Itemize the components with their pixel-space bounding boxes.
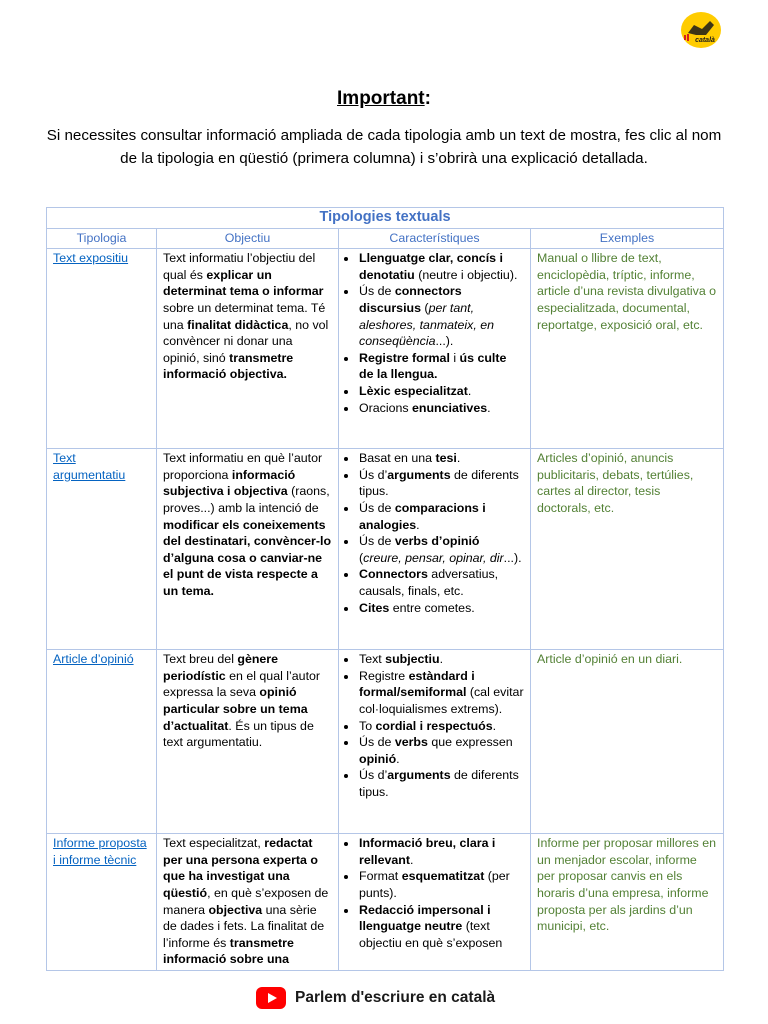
caracteristica-text: que expressen bbox=[427, 735, 513, 750]
page-title bbox=[0, 88, 768, 110]
list-item bbox=[358, 283, 524, 349]
cell-objectiu bbox=[157, 834, 339, 971]
caracteristiques-list bbox=[345, 450, 524, 616]
footer bbox=[256, 986, 495, 1010]
list-item bbox=[358, 767, 524, 800]
caracteristica-text: de diferents tipus. bbox=[359, 768, 519, 799]
list-item bbox=[358, 902, 524, 952]
caracteristica-text: Llenguatge clar, concís i denotatiu bbox=[359, 251, 503, 282]
objectiu-text: transmetre informació sobre una bbox=[163, 935, 294, 967]
objectiu-text: , no vol convèncer ni donar una opinió, sinó bbox=[163, 317, 329, 365]
objectiu-text: en el qual l’autor expressa la seva bbox=[163, 668, 321, 700]
objectiu-text: sobre un determinat tema. Té una bbox=[163, 300, 326, 332]
caracteristica-text: per tant, aleshores, tanmateix, en conseqüència bbox=[359, 300, 494, 349]
caracteristica-text: i bbox=[449, 350, 460, 365]
caracteristica-text: arguments bbox=[387, 467, 451, 482]
caracteristica-text: enunciatives bbox=[412, 400, 488, 415]
caracteristica-text: Connectors bbox=[359, 567, 428, 582]
objectiu-text: redactat per una persona experta o que ha investigat una qüestió bbox=[163, 836, 318, 900]
caracteristica-text: opinió bbox=[359, 751, 397, 766]
caracteristica-text: (per punts). bbox=[359, 869, 510, 900]
caracteristica-text: verbs bbox=[394, 735, 428, 750]
caracteristica-text: Cites bbox=[359, 600, 390, 615]
list-item bbox=[358, 668, 524, 718]
objectiu-text: informació subjectiva i objectiva bbox=[163, 467, 296, 499]
cell-caracteristiques bbox=[339, 834, 531, 971]
cell-tipologia bbox=[47, 834, 157, 971]
caracteristica-text: Ús d’ bbox=[359, 768, 388, 783]
cell-caracteristiques bbox=[339, 449, 531, 650]
list-item bbox=[358, 400, 524, 417]
caracteristica-text: Format bbox=[359, 869, 402, 884]
caracteristica-text: Lèxic especialitzat bbox=[359, 383, 468, 398]
caracteristica-text: Ús d’ bbox=[359, 467, 388, 482]
caracteristica-text: Ús de bbox=[359, 284, 395, 299]
caracteristica-text: . bbox=[409, 852, 414, 867]
cell-exemples: Article d’opinió en un diari. bbox=[531, 650, 724, 834]
col-header-objectiu: Objectiu bbox=[157, 228, 339, 249]
caracteristica-text: esquematitzat bbox=[401, 869, 485, 884]
caracteristica-text: Registre formal bbox=[359, 350, 450, 365]
caracteristica-text: (text objectiu en què s’exposen bbox=[359, 919, 503, 950]
caracteristica-text: ...). bbox=[435, 334, 454, 349]
tipologies-table bbox=[46, 207, 724, 971]
objectiu-text: Text especialitzat, bbox=[163, 836, 265, 851]
table-row bbox=[47, 249, 724, 449]
cell-exemples: Informe per proposar millores en un menjador escolar, informe per proposar canvis en els horaris d’una empresa, informe proposta per als jardins d’un municipi, etc. bbox=[531, 834, 724, 971]
caracteristica-text: Registre bbox=[359, 668, 409, 683]
objectiu-text: Text breu del bbox=[163, 652, 238, 667]
list-item bbox=[358, 383, 524, 400]
objectiu-text: objectiva bbox=[208, 902, 263, 917]
caracteristica-text: arguments bbox=[387, 768, 451, 783]
cell-objectiu bbox=[157, 650, 339, 834]
caracteristica-text: . bbox=[416, 517, 420, 532]
cell-tipologia bbox=[47, 650, 157, 834]
cell-tipologia bbox=[47, 449, 157, 650]
caracteristica-text: ( bbox=[420, 300, 429, 315]
caracteristica-text: . bbox=[492, 718, 497, 733]
list-item bbox=[358, 350, 524, 383]
list-item bbox=[358, 533, 524, 566]
caracteristica-text: Ús de bbox=[359, 735, 395, 750]
caracteristica-text: subjectiu bbox=[385, 652, 440, 667]
caracteristica-text: creure, pensar, opinar, dir bbox=[363, 550, 504, 565]
objectiu-text: modificar els coneixements del destinatari, convèncer-lo d’alguna cosa o canviar-ne el punt de vista respecte a un tema. bbox=[163, 517, 332, 598]
caracteristica-text: estàndard i formal/semiformal bbox=[359, 668, 475, 700]
tipologia-link[interactable]: Informe proposta i informe tècnic bbox=[53, 836, 147, 867]
caracteristica-text: . bbox=[487, 400, 491, 415]
objectiu-text: opinió particular sobre un tema d’actualitat bbox=[163, 685, 308, 733]
catala-logo-icon bbox=[680, 11, 722, 49]
cell-exemples: Manual o llibre de text, enciclopèdia, tríptic, informe, article d’una revista divulgativa o especialitzada, documental, reportatge, exposició oral, etc. bbox=[531, 249, 724, 449]
intro-paragraph: Si necessites consultar informació ampliada de cada tipologia amb un text de mostra, fes clic al nom de la tipologia en qüestió (primera columna) i s’obrirà una explicació detallada. bbox=[46, 127, 722, 167]
youtube-icon[interactable] bbox=[256, 987, 286, 1009]
caracteristica-text: tesi bbox=[435, 451, 457, 466]
caracteristica-text: . bbox=[467, 383, 472, 398]
objectiu-text: , en què s’exposen de manera bbox=[163, 885, 329, 917]
col-header-caracteristiques: Característiques bbox=[339, 228, 531, 249]
list-item bbox=[358, 450, 524, 467]
caracteristica-text: adversatius, causals, finals, etc. bbox=[359, 567, 499, 598]
objectiu-text: gènere periodístic bbox=[163, 652, 279, 683]
objectiu-text: una sèrie de dades i fets. La finalitat de l’informe és bbox=[163, 902, 325, 950]
caracteristica-text: . bbox=[456, 451, 461, 466]
caracteristica-text: Oracions bbox=[359, 400, 413, 415]
table-row bbox=[47, 650, 724, 834]
table-row bbox=[47, 834, 724, 971]
list-item bbox=[358, 467, 524, 500]
list-item bbox=[358, 734, 524, 767]
list-item bbox=[358, 651, 524, 668]
table-row bbox=[47, 449, 724, 650]
caracteristiques-list bbox=[345, 651, 524, 800]
caracteristica-text: (cal evitar col·loquialismes extrems). bbox=[359, 685, 524, 716]
caracteristiques-list bbox=[345, 250, 524, 416]
caracteristica-text: Informació breu, clara i rellevant bbox=[359, 836, 496, 867]
cell-caracteristiques bbox=[339, 650, 531, 834]
tipologia-link[interactable]: Text expositiu bbox=[53, 251, 129, 266]
cell-objectiu bbox=[157, 449, 339, 650]
objectiu-text: finalitat didàctica bbox=[187, 317, 289, 332]
caracteristica-text: . bbox=[439, 652, 444, 667]
list-item bbox=[358, 868, 524, 901]
tipologia-link[interactable]: Article d’opinió bbox=[53, 652, 134, 667]
caracteristica-text: entre cometes. bbox=[389, 600, 475, 615]
caracteristica-text: de diferents tipus. bbox=[359, 467, 519, 499]
caracteristica-text: Redacció impersonal i llenguatge neutre bbox=[359, 902, 491, 934]
col-header-tipologia: Tipologia bbox=[47, 228, 157, 249]
caracteristica-text: ( bbox=[359, 550, 364, 565]
list-item bbox=[358, 600, 524, 617]
col-header-exemples: Exemples bbox=[531, 228, 724, 249]
caracteristiques-list bbox=[345, 835, 524, 951]
caracteristica-text: connectors discursius bbox=[359, 284, 462, 315]
list-item bbox=[358, 250, 524, 283]
caracteristica-text: Ús de bbox=[359, 500, 395, 515]
cell-exemples: Articles d’opinió, anuncis publicitaris, debats, tertúlies, cartes al director, tesis doctorals, etc. bbox=[531, 449, 724, 650]
list-item bbox=[358, 566, 524, 599]
caracteristica-text: ús culte de la llengua. bbox=[359, 350, 507, 382]
tipologia-link[interactable]: Text argumentatiu bbox=[53, 451, 126, 482]
table-caption: Tipologies textuals bbox=[47, 208, 724, 229]
caracteristica-text: To bbox=[359, 718, 376, 733]
list-item bbox=[358, 500, 524, 533]
caracteristica-text: verbs d’opinió bbox=[394, 534, 480, 549]
cell-caracteristiques bbox=[339, 249, 531, 449]
objectiu-text: Text informatiu l’objectiu del qual és bbox=[163, 251, 316, 282]
caracteristica-text: Text bbox=[359, 652, 386, 667]
logo-text: català bbox=[695, 37, 715, 44]
caracteristica-text: ...). bbox=[503, 550, 522, 565]
caracteristica-text: cordial i respectuós bbox=[375, 718, 493, 733]
title-colon: : bbox=[424, 88, 431, 109]
title-text: Important bbox=[337, 88, 425, 109]
caracteristica-text: Ús de bbox=[359, 534, 395, 549]
cell-tipologia bbox=[47, 249, 157, 449]
footer-channel-name[interactable]: Parlem d'escriure en català bbox=[295, 989, 496, 1006]
cell-objectiu bbox=[157, 249, 339, 449]
objectiu-text: Text informatiu en què l’autor proporciona bbox=[163, 451, 323, 482]
objectiu-text: transmetre informació objectiva. bbox=[163, 350, 294, 382]
list-item bbox=[358, 718, 524, 735]
caracteristica-text: . bbox=[396, 751, 400, 766]
list-item bbox=[358, 835, 524, 868]
caracteristica-text: comparacions i analogies bbox=[359, 500, 486, 532]
caracteristica-text: (neutre i objectiu). bbox=[414, 267, 518, 282]
caracteristica-text: Basat en una bbox=[359, 451, 436, 466]
objectiu-text: (raons, proves...) amb la intenció de bbox=[163, 484, 330, 515]
objectiu-text: . És un tipus de text argumentatiu. bbox=[163, 718, 314, 750]
objectiu-text: explicar un determinat tema o informar bbox=[163, 267, 324, 299]
